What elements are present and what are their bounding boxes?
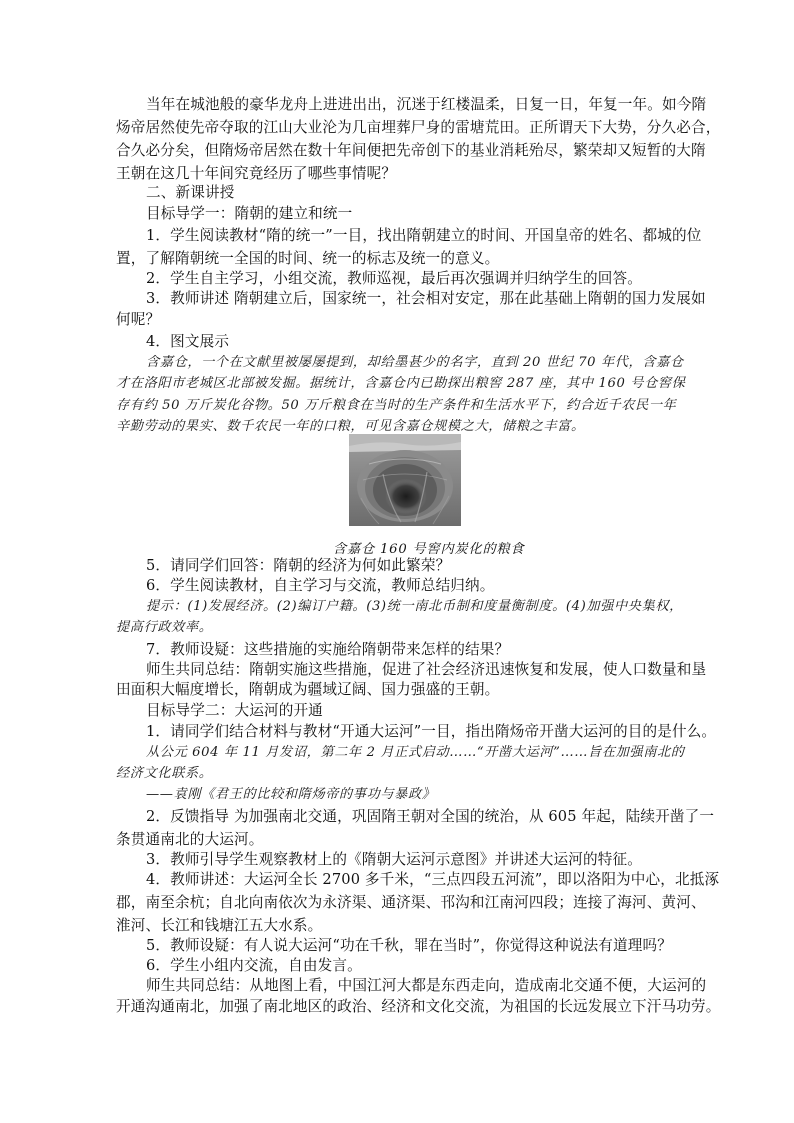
goal2-step-2-line-2: 条贯通南北的大运河。 bbox=[116, 831, 264, 848]
quote-line-3: 存有约 50 万斤炭化谷物。50 万斤粮食在当时的生产条件和生活水平下，约合近千农民一年 bbox=[116, 398, 677, 413]
intro-line-4: 王朝在这几十年间究竟经历了哪些事情呢？ bbox=[116, 165, 397, 182]
step-4: 4．图文展示 bbox=[146, 333, 230, 350]
step-1-line-2: 置，了解隋朝统一全国的时间、统一的标志及统一的意义。 bbox=[116, 250, 500, 267]
step-3-line-2: 何呢？ bbox=[116, 311, 161, 328]
step-7: 7．教师设疑：这些措施的实施给隋朝带来怎样的结果？ bbox=[146, 641, 510, 658]
quote-line-4: 辛勤劳动的果实、数千农民一年的口粮，可见含嘉仓规模之大，储粮之丰富。 bbox=[116, 419, 585, 434]
quote-line-1: 含嘉仓，一个在文献里被屡屡提到，却给墨甚少的名字，直到 20 世纪 70 年代，含嘉仓 bbox=[146, 355, 684, 370]
goal2-step-4-line-3: 淮河、长江和钱塘江五大水系。 bbox=[116, 917, 323, 934]
step-5: 5．请同学们回答：隋朝的经济为何如此繁荣？ bbox=[146, 557, 451, 574]
granary-photo bbox=[349, 434, 461, 526]
summary-1-line-1: 师生共同总结：隋朝实施这些措施，促进了社会经济迅速恢复和发展，使人口数量和垦 bbox=[146, 661, 707, 678]
goal2-step-1: 1．请同学们结合材料与教材“开通大运河”一目，指出隋炀帝开凿大运河的目的是什么。 bbox=[146, 723, 717, 740]
step-1-line-1: 1．学生阅读教材“隋的统一”一目，找出隋朝建立的时间、开国皇帝的姓名、都城的位 bbox=[146, 227, 702, 244]
hint-line-1: 提示：(1)发展经济。(2)编订户籍。(3)统一南北币制和度量衡制度。(4)加强中央集权， bbox=[146, 599, 683, 614]
intro-line-2: 炀帝居然使先帝夺取的江山大业沦为几亩埋葬尸身的雷塘荒田。正所谓天下大势，分久必合， bbox=[116, 119, 721, 136]
goal2-quote-line-2: 经济文化联系。 bbox=[116, 766, 213, 781]
goal-heading-2: 目标导学二：大运河的开通 bbox=[146, 702, 323, 719]
intro-line-1: 当年在城池般的豪华龙舟上进进出出，沉迷于红楼温柔，日复一日，年复一年。如今隋 bbox=[146, 96, 707, 113]
goal2-step-3: 3．教师引导学生观察教材上的《隋朝大运河示意图》并讲述大运河的特征。 bbox=[146, 851, 642, 868]
goal2-step-4-line-2: 郡，南至余杭；自北向南依次为永济渠、通济渠、邗沟和江南河四段；连接了海河、黄河、 bbox=[116, 894, 706, 911]
goal2-step-2-line-1: 2．反馈指导 为加强南北交通，巩固隋王朝对全国的统治，从 605 年起，陆续开凿了一 bbox=[146, 808, 715, 825]
step-2: 2．学生自主学习，小组交流，教师巡视，最后再次强调并归纳学生的回答。 bbox=[146, 270, 642, 287]
quote-source: ——袁刚《君王的比较和隋炀帝的事功与暴政》 bbox=[146, 787, 436, 802]
step-3-line-1: 3．教师讲述 隋朝建立后，国家统一，社会相对安定，那在此基础上隋朝的国力发展如 bbox=[146, 290, 706, 307]
summary-2-line-2: 开通沟通南北，加强了南北地区的政治、经济和文化交流，为祖国的长远发展立下汗马功劳。 bbox=[116, 998, 721, 1015]
section-heading: 二、新课讲授 bbox=[146, 184, 235, 201]
goal2-step-5: 5．教师设疑：有人说大运河“功在千秋，罪在当时”，你觉得这种说法有道理吗？ bbox=[146, 937, 672, 954]
intro-line-3: 合久必分矣，但隋炀帝居然在数十年间便把先帝创下的基业消耗殆尽，繁荣却又短暂的大隋 bbox=[116, 142, 706, 159]
goal2-step-4-line-1: 4．教师讲述：大运河全长 2700 多千米，“三点四段五河流”，即以洛阳为中心，北抵涿 bbox=[146, 871, 720, 888]
quote-line-2: 才在洛阳市老城区北部被发掘。据统计，含嘉仓内已勘探出粮窖 287 座，其中 160 号仓窖保 bbox=[116, 376, 686, 391]
summary-2-line-1: 师生共同总结：从地图上看，中国江河大都是东西走向，造成南北交通不便，大运河的 bbox=[146, 977, 707, 994]
goal2-step-6: 6．学生小组内交流，自由发言。 bbox=[146, 957, 362, 974]
summary-1-line-2: 田面积大幅度增长，隋朝成为疆域辽阔、国力强盛的王朝。 bbox=[116, 681, 500, 698]
step-6: 6．学生阅读教材，自主学习与交流，教师总结归纳。 bbox=[146, 577, 495, 594]
hint-line-2: 提高行政效率。 bbox=[116, 620, 213, 635]
goal-heading-1: 目标导学一：隋朝的建立和统一 bbox=[146, 205, 353, 222]
photo-caption: 含嘉仓 160 号窖内炭化的粮食 bbox=[333, 542, 525, 557]
goal2-quote-line-1: 从公元 604 年 11 月发诏，第二年 2 月正式启动……“开凿大运河”……旨在加强南北的 bbox=[146, 745, 685, 760]
